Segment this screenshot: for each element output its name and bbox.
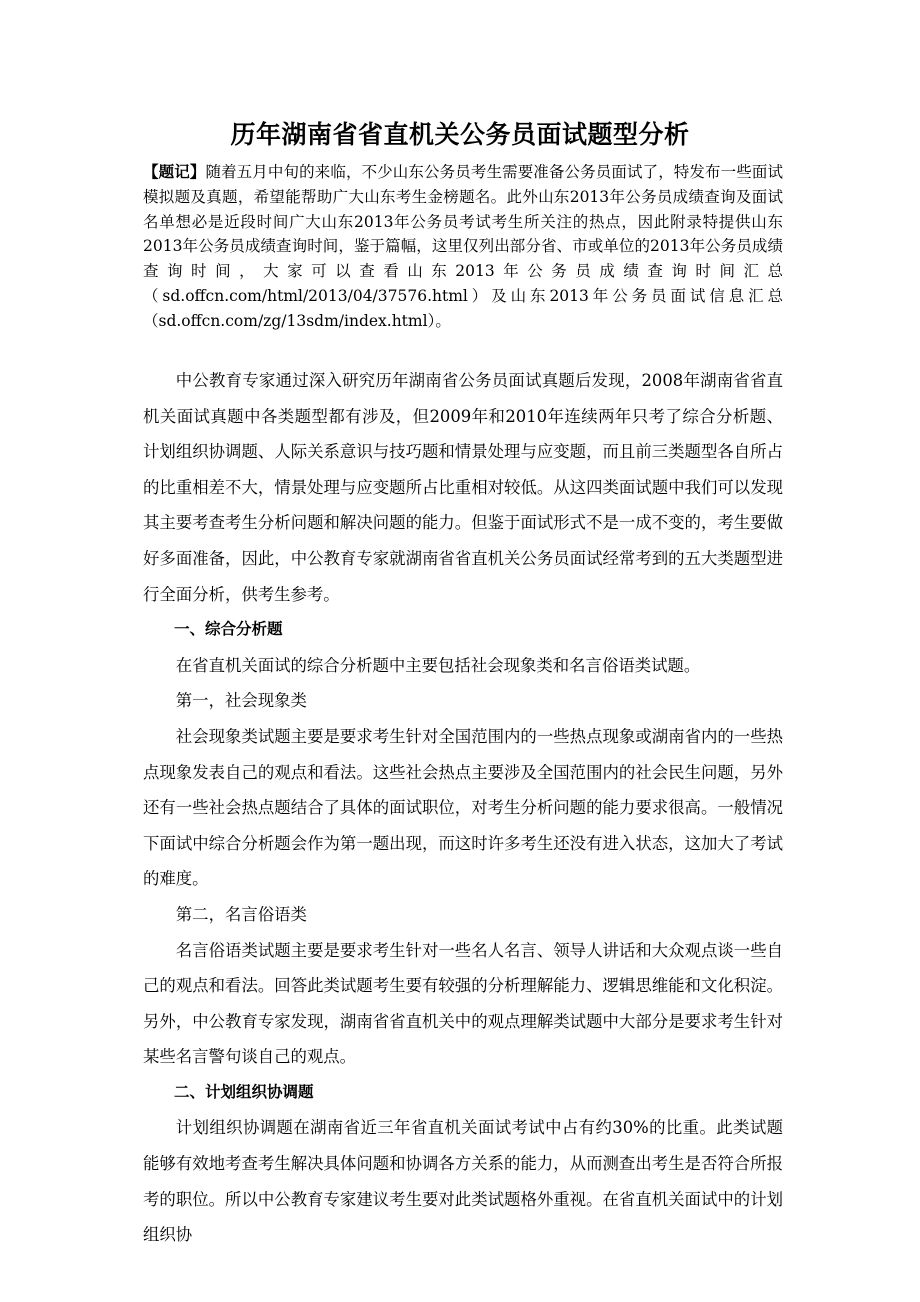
paragraph: 名言俗语类试题主要是要求考生针对一些名人名言、领导人讲话和大众观点谈一些自己的观点和看法。回答此类试题考生要有较强的分析理解能力、逻辑思维能和文化积淀。另外，中公教育专家发现，湖南省省直机关中的观点理解类试题中大部分是要求考生针对某些名言警句谈自己的观点。 (143, 940, 783, 1067)
intro-tag: 【题记】 (143, 162, 206, 181)
intro-text: 随着五月中旬的来临，不少山东公务员考生需要准备公务员面试了，特发布一些面试模拟题及真题，希望能帮助广大山东考生金榜题名。此外山东2013年公务员成绩查询及面试名单想必是近段时间广大山东2013年公务员考试考生所关注的热点，因此附录特提供山东2013年公务员成绩查询时间，鉴于篇幅，这里仅列出部分省、市或单位的2013年公务员成绩查询时间，大家可以查看山东2013年公务员成绩查询时间汇总（sd.offcn.com/html/2013/04/37576.html）及山东2013年公务员面试信息汇总（sd.offcn.com/zg/13sdm/index.html）。 (143, 163, 783, 330)
section-heading: 一、综合分析题 (174, 620, 283, 639)
subsection-heading: 第一，社会现象类 (175, 691, 307, 711)
document-title: 历年湖南省省直机关公务员面试题型分析 (230, 120, 690, 149)
paragraph: 社会现象类试题主要是要求考生针对全国范围内的一些热点现象或湖南省内的一些热点现象发表自己的观点和看法。这些社会热点主要涉及全国范围内的社会民生问题，另外还有一些社会热点题结合了具体的面试职位，对考生分析问题的能力要求很高。一般情况下面试中综合分析题会作为第一题出现，而这时许多考生还没有进入状态，这加大了考试的难度。 (143, 726, 783, 889)
paragraph: 在省直机关面试的综合分析题中主要包括社会现象类和名言俗语类试题。 (175, 655, 701, 675)
document-body (143, 363, 783, 1253)
subsection-heading: 第二，名言俗语类 (175, 904, 307, 924)
section-heading: 二、计划组织协调题 (174, 1082, 314, 1101)
paragraph: 中公教育专家通过深入研究历年湖南省公务员面试真题后发现，2008年湖南省省直机关面试真题中各类题型都有涉及，但2009年和2010年连续两年只考了综合分析题、计划组织协调题、人际关系意识与技巧题和情景处理与应变题，而且前三类题型各自所占的比重相差不大，情景处理与应变题所占比重相对较低。从这四类面试题中我们可以发现其主要考查考生分析问题和解决问题的能力。但鉴于面试形式不是一成不变的，考生要做好多面准备，因此，中公教育专家就湖南省省直机关公务员面试经常考到的五大类题型进行全面分析，供考生参考。 (143, 371, 783, 604)
paragraph: 计划组织协调题在湖南省近三年省直机关面试考试中占有约30%的比重。此类试题能够有效地考查考生解决具体问题和协调各方关系的能力，从而测查出考生是否符合所报考的职位。所以中公教育专家建议考生要对此类试题格外重视。在省直机关面试中的计划组织协 (143, 1118, 783, 1245)
intro-note (143, 160, 783, 334)
